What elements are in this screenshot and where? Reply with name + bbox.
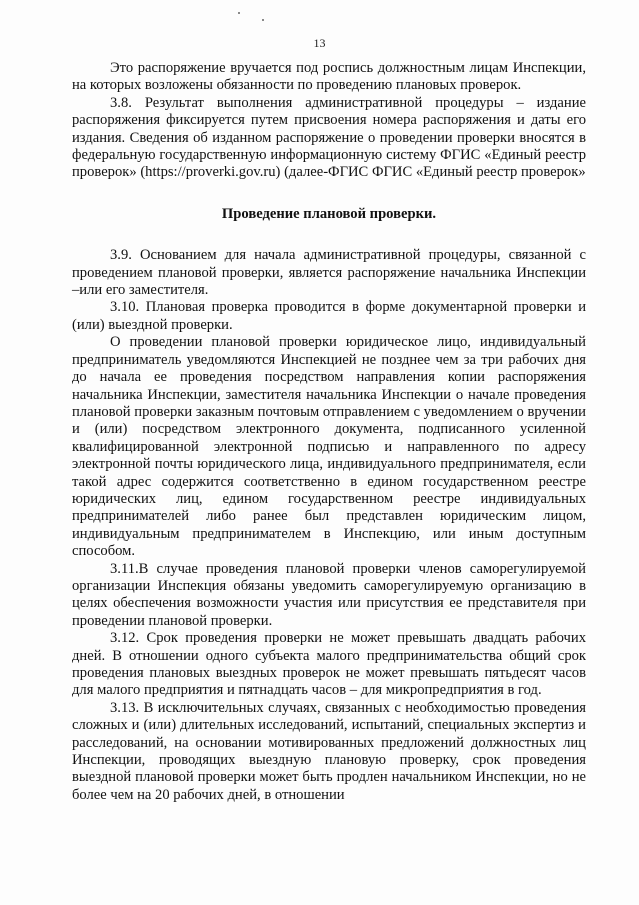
- document-body: [72, 60, 586, 804]
- page-number: 13: [313, 36, 326, 50]
- scan-speck: [262, 19, 264, 21]
- paragraph-3-13: 3.13. В исключительных случаях, связанных с необходимостью проведения сложных и (или) длительных исследований, испытаний, специальных экспертиз и расследований, на основании мотивированных предложений должностных лиц Инспекции, проводящих выездную плановую проверку, срок проведения выездной плановой проверки может быть продлен начальником Инспекции, но не более чем на 20 рабочих дней, в отношении: [72, 699, 586, 803]
- paragraph-handover: Это распоряжение вручается под роспись должностным лицам Инспекции, на которых возложены обязанности по проведению плановых проверок.: [72, 60, 586, 94]
- paragraph-3-12: 3.12. Срок проведения проверки не может превышать двадцать рабочих дней. В отношении одного субъекта малого предпринимательства общий срок проведения плановых выездных проверок не может превышать пятьдесят часов для малого предприятия и пятнадцать часов – для микропредприятия в год.: [72, 630, 586, 699]
- scan-speck: [238, 12, 240, 14]
- paragraph-3-10: 3.10. Плановая проверка проводится в форме документарной проверки и (или) выездной проверки.: [72, 299, 586, 333]
- paragraph-3-8: 3.8. Результат выполнения административной процедуры – издание распоряжения фиксируется путем присвоения номера распоряжения и даты его издания. Сведения об изданном распоряжение о проведении проверки вносятся в федеральную государственную информационную систему ФГИС «Единый реестр проверок» (https://proverki.gov.ru) (далее-ФГИС ФГИС «Единый реестр проверок»: [72, 94, 586, 181]
- paragraph-3-9: 3.9. Основанием для начала административной процедуры, связанной с проведением плановой проверки, является распоряжение начальника Инспекции –или его заместителя.: [72, 247, 586, 299]
- section-heading: Проведение плановой проверки.: [221, 205, 437, 222]
- paragraph-3-11: 3.11.В случае проведения плановой проверки членов саморегулируемой организации Инспекция обязаны уведомить саморегулируемую организацию в целях обеспечения возможности участия или присутствия ее представителя при проведении плановой проверки.: [72, 560, 586, 629]
- paragraph-notification: О проведении плановой проверки юридическое лицо, индивидуальный предприниматель уведомляются Инспекцией не позднее чем за три рабочих дня до начала ее проведения посредством направления копии распоряжения начальника Инспекции, заместителя начальника Инспекции о начале проведения плановой проверки заказным почтовым отправлением с уведомлением о вручении и (или) посредством электронного документа, подписанного усиленной квалифицированной электронной подписью и направленного по адресу электронной почты юридического лица, индивидуального предпринимателя, если такой адрес содержится соответственно в едином государственном реестре юридических лиц, едином государственном реестре индивидуальных предпринимателей либо ранее был представлен юридическим лицом, индивидуальным предпринимателем в Инспекцию, или иным доступным способом.: [72, 334, 586, 560]
